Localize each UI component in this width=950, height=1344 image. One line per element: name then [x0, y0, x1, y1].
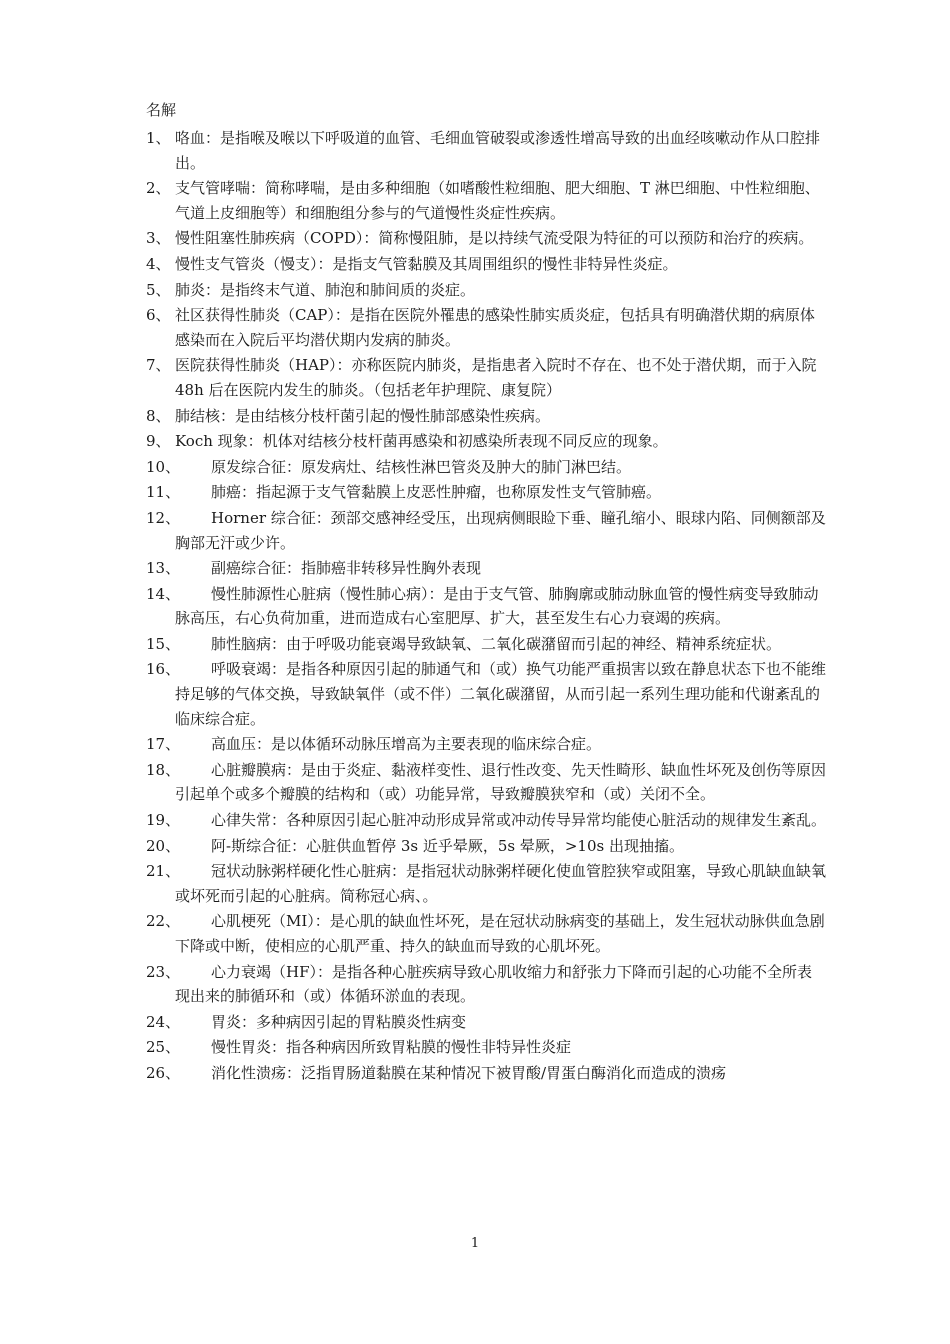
item-definition: 心律失常：各种原因引起心脏冲动形成异常或冲动传导异常均能使心脏活动的规律发生紊乱。	[211, 811, 827, 830]
item-number: 4、	[146, 254, 171, 273]
item-definition: 医院获得性肺炎（HAP）：亦称医院内肺炎，是指患者入院时不存在、也不处于潜伏期，而于入院 48h 后在医院内发生的肺炎。（包括老年护理院、康复院）	[175, 356, 817, 399]
item-definition: 慢性肺源性心脏病（慢性肺心病）：是由于支气管、肺胸廓或肺动脉血管的慢性病变导致肺动脉高压，右心负荷加重，进而造成右心室肥厚、扩大，甚至发生右心力衰竭的疾病。	[175, 584, 819, 628]
definition-item	[146, 1010, 826, 1035]
item-definition: 阿-斯综合征：心脏供血暂停 3s 近乎晕厥，5s 晕厥，>10s 出现抽搐。	[211, 836, 684, 855]
item-number: 13、	[146, 559, 181, 578]
item-number: 8、	[146, 406, 171, 425]
definition-item	[146, 556, 826, 581]
item-number: 7、	[146, 356, 171, 375]
item-number: 19、	[146, 811, 181, 830]
item-definition: 肺癌：指起源于支气管黏膜上皮恶性肿瘤，也称原发性支气管肺癌。	[211, 483, 662, 502]
item-definition: 肺炎：是指终末气道、肺泡和肺间质的炎症。	[175, 280, 476, 299]
item-definition: 慢性支气管炎（慢支）：是指支气管黏膜及其周围组织的慢性非特异性炎症。	[175, 254, 678, 273]
definition-item	[146, 226, 826, 251]
definition-item	[146, 859, 826, 908]
definition-item	[146, 455, 826, 480]
item-number: 22、	[146, 912, 181, 931]
item-definition: 心脏瓣膜病：是由于炎症、黏液样变性、退行性改变、先天性畸形、缺血性坏死及创伤等原因引起单个或多个瓣膜的结构和（或）功能异常，导致瓣膜狭窄和（或）关闭不全。	[175, 760, 827, 804]
item-definition: 肺性脑病：由于呼吸功能衰竭导致缺氧、二氧化碳潴留而引起的神经、精神系统症状。	[211, 634, 782, 653]
item-definition: 心肌梗死（MI）：是心肌的缺血性坏死，是在冠状动脉病变的基础上，发生冠状动脉供血急剧下降或中断，使相应的心肌严重、持久的缺血而导致的心肌坏死。	[175, 912, 825, 955]
item-number: 2、	[146, 179, 171, 198]
item-number: 23、	[146, 962, 181, 981]
page-number: 1	[470, 1236, 480, 1251]
item-number: 1、	[146, 129, 171, 147]
item-number: 16、	[146, 660, 181, 679]
item-number: 11、	[146, 483, 181, 502]
definition-item	[146, 176, 826, 225]
definition-item	[146, 1061, 826, 1086]
definition-item	[146, 126, 826, 175]
definition-item	[146, 506, 826, 555]
definition-item	[146, 732, 826, 757]
definition-item	[146, 758, 826, 807]
item-definition: 原发综合征：原发病灶、结核性淋巴管炎及肿大的肺门淋巴结。	[211, 457, 632, 476]
item-definition: Koch 现象：机体对结核分枝杆菌再感染和初感染所表现不同反应的现象。	[175, 432, 668, 451]
item-definition: 高血压：是以体循环动脉压增高为主要表现的临床综合症。	[211, 735, 602, 754]
definition-item	[146, 278, 826, 303]
item-number: 15、	[146, 634, 181, 653]
item-definition: 支气管哮喘：简称哮喘，是由多种细胞（如嗜酸性粒细胞、肥大细胞、T 淋巴细胞、中性粒细胞、气道上皮细胞等）和细胞组分参与的气道慢性炎症性疾病。	[175, 179, 820, 222]
item-number: 17、	[146, 735, 181, 754]
item-definition: 慢性胃炎：指各种病因所致胃粘膜的慢性非特异性炎症	[211, 1038, 572, 1057]
definition-item	[146, 480, 826, 505]
definition-item	[146, 582, 826, 631]
item-number: 5、	[146, 280, 171, 299]
item-number: 12、	[146, 508, 181, 527]
definition-item	[146, 353, 826, 402]
item-number: 26、	[146, 1063, 181, 1082]
definition-item	[146, 252, 826, 277]
item-definition: 心力衰竭（HF）：是指各种心脏疾病导致心肌收缩力和舒张力下降而引起的心功能不全所表现出来的肺循环和（或）体循环淤血的表现。	[175, 962, 812, 1006]
item-definition: 呼吸衰竭：是指各种原因引起的肺通气和（或）换气功能严重损害以致在静息状态下也不能维持足够的气体交换，导致缺氧伴（或不伴）二氧化碳潴留，从而引起一系列生理功能和代谢紊乱的临床综合症。	[175, 660, 827, 728]
item-number: 3、	[146, 229, 171, 248]
item-number: 6、	[146, 306, 171, 325]
item-number: 10、	[146, 457, 181, 476]
item-definition: 咯血：是指喉及喉以下呼吸道的血管、毛细血管破裂或渗透性增高导致的出血经咳嗽动作从口腔排出。	[175, 129, 821, 172]
item-definition: 社区获得性肺炎（CAP）：是指在医院外罹患的感染性肺实质炎症，包括具有明确潜伏期的病原体感染而在入院后平均潜伏期内发病的肺炎。	[175, 306, 815, 349]
definition-item	[146, 404, 826, 429]
item-definition: 肺结核：是由结核分枝杆菌引起的慢性肺部感染性疾病。	[175, 406, 551, 425]
section-heading: 名解	[146, 101, 177, 119]
definition-item	[146, 909, 826, 958]
definition-item	[146, 1035, 826, 1060]
item-definition: 消化性溃疡：泛指胃肠道黏膜在某种情况下被胃酸/胃蛋白酶消化而造成的溃疡	[211, 1063, 727, 1082]
item-definition: 慢性阻塞性肺疾病（COPD）：简称慢阻肺，是以持续气流受限为特征的可以预防和治疗的疾病。	[175, 229, 814, 248]
item-number: 14、	[146, 584, 181, 603]
item-number: 9、	[146, 432, 171, 451]
definition-item	[146, 303, 826, 352]
item-number: 24、	[146, 1012, 181, 1031]
definition-list	[146, 126, 826, 1087]
item-number: 21、	[146, 862, 181, 881]
definition-item	[146, 808, 826, 833]
item-definition: 胃炎：多种病因引起的胃粘膜炎性病变	[211, 1012, 467, 1031]
definition-item	[146, 960, 826, 1009]
definition-item	[146, 657, 826, 731]
item-definition: 副癌综合征：指肺癌非转移异性胸外表现	[211, 559, 482, 578]
definition-item	[146, 834, 826, 859]
item-definition: Horner 综合征：颈部交感神经受压，出现病侧眼睑下垂、瞳孔缩小、眼球内陷、同侧额部及胸部无汗或少许。	[175, 508, 826, 552]
item-number: 18、	[146, 760, 181, 779]
item-definition: 冠状动脉粥样硬化性心脏病：是指冠状动脉粥样硬化使血管腔狭窄或阻塞，导致心肌缺血缺氧或坏死而引起的心脏病。简称冠心病、。	[175, 862, 827, 905]
definition-item	[146, 429, 826, 454]
item-number: 20、	[146, 836, 181, 855]
item-number: 25、	[146, 1038, 181, 1057]
definition-item	[146, 632, 826, 657]
